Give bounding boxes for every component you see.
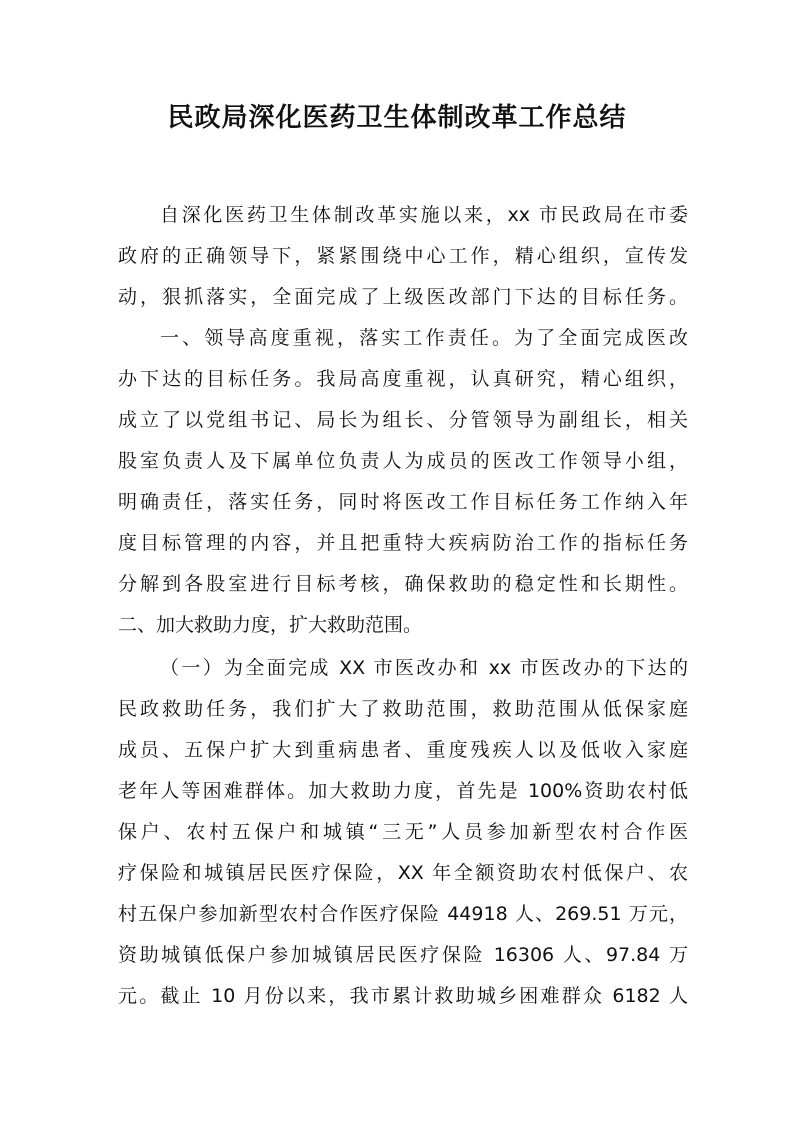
- paragraph-line: 成立了以党组书记、局长为组长、分管领导为副组长，相关: [118, 409, 688, 431]
- paragraph-line: 股室负责人及下属单位负责人为成员的医改工作领导小组，: [118, 450, 688, 472]
- paragraph-line: 老年人等困难群体。加大救助力度，首先是 100%资助农村低: [118, 780, 688, 802]
- paragraph-line: 办下达的目标任务。我局高度重视，认真研究，精心组织，: [118, 368, 688, 390]
- paragraph-line: 成员、五保户扩大到重病患者、重度残疾人以及低收入家庭: [118, 739, 688, 761]
- paragraph-line: 元。截止 10 月份以来，我市累计救助城乡困难群众 6182 人: [118, 985, 688, 1007]
- paragraph-line: 政府的正确领导下，紧紧围绕中心工作，精心组织，宣传发: [118, 245, 688, 267]
- section-heading-line: 一、领导高度重视，落实工作责任。为了全面完成医改: [160, 327, 688, 349]
- paragraph-line: 明确责任，落实任务，同时将医改工作目标任务工作纳入年: [118, 491, 688, 513]
- paragraph-line: 民政救助任务，我们扩大了救助范围，救助范围从低保家庭: [118, 698, 688, 720]
- paragraph-line: 度目标管理的内容，并且把重特大疾病防治工作的指标任务: [118, 532, 688, 554]
- paragraph-line: 自深化医药卫生体制改革实施以来，xx 市民政局在市委: [160, 204, 688, 226]
- paragraph-line: 分解到各股室进行目标考核，确保救助的稳定性和长期性。: [118, 573, 688, 595]
- paragraph-line: 疗保险和城镇居民医疗保险，XX 年全额资助农村低保户、农: [118, 862, 688, 884]
- section-heading: 二、加大救助力度，扩大救助范围。: [118, 614, 423, 636]
- subsection-line: （一）为全面完成 XX 市医改办和 xx 市医改办的下达的: [160, 657, 688, 679]
- paragraph-line: 资助城镇低保户参加城镇居民医疗保险 16306 人、97.84 万: [118, 944, 688, 966]
- paragraph-line: 村五保户参加新型农村合作医疗保险 44918 人、269.51 万元，: [118, 903, 688, 925]
- paragraph-line: 动，狠抓落实，全面完成了上级医改部门下达的目标任务。: [118, 286, 688, 308]
- document-title: 民政局深化医药卫生体制改革工作总结: [167, 103, 627, 133]
- paragraph-line: 保户、农村五保户和城镇“三无”人员参加新型农村合作医: [118, 821, 688, 843]
